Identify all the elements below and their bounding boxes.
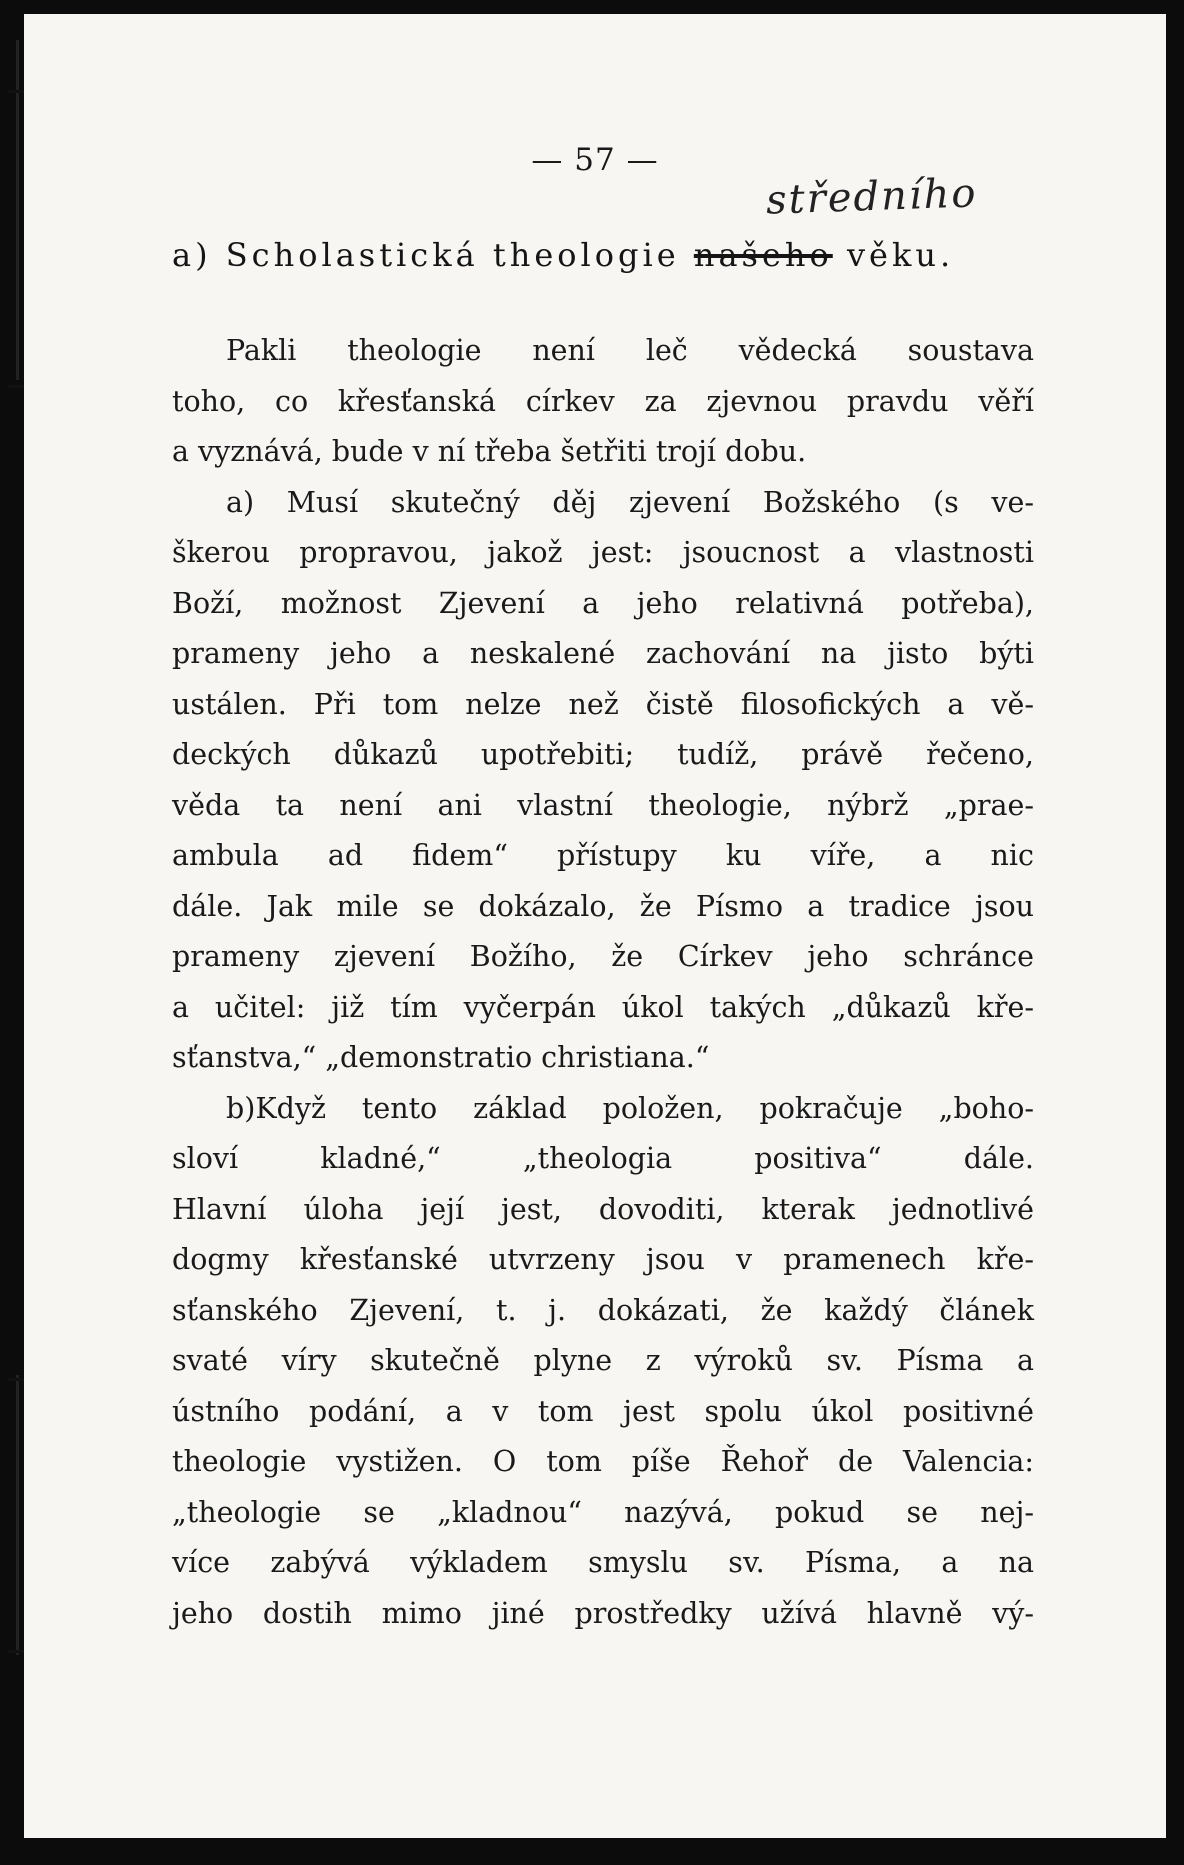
text-line: toho, co křesťanská církev za zjevnou pravdu věří (172, 384, 1034, 418)
text-line: Hlavní úloha její jest, dovoditi, kterak jednotlivé (172, 1192, 1034, 1226)
text-line: jeho dostih mimo jiné prostředky užívá hlavně vý- (172, 1596, 1034, 1630)
page-number: — 57 — (531, 142, 659, 178)
handwritten-note: středního (765, 170, 979, 224)
heading-struck-word: našeho (693, 236, 833, 274)
text-line: b)Když tento základ položen, pokračuje „boho- (226, 1091, 1034, 1125)
text-line: „theologie se „kladnou“ nazývá, pokud se nej- (172, 1495, 1034, 1529)
text-line: dále. Jak mile se dokázalo, že Písmo a tradice jsou (172, 889, 1034, 923)
book-page (24, 14, 1166, 1838)
text-line: ustálen. Při tom nelze než čistě filosofických a vě- (172, 687, 1034, 721)
text-line: svaté víry skutečně plyne z výroků sv. Písma a (172, 1344, 1034, 1377)
text-line: dogmy křesťanské utvrzeny jsou v pramenech kře- (172, 1243, 1034, 1276)
text-line: škerou propravou, jakož jest: jsoucnost a vlastnosti (172, 536, 1034, 569)
binding-line-bottom (16, 1375, 19, 1655)
text-line: sťanstva,“ „demonstratio christiana.“ (172, 1041, 710, 1074)
text-line: sloví kladné,“ „theologia positiva“ dále. (172, 1142, 1034, 1175)
text-line: Pakli theologie není leč vědecká soustava (226, 334, 1034, 367)
text-line: ambula ad fidem“ přístupy ku víře, a nic (172, 839, 1034, 872)
body-text (172, 326, 1034, 1639)
section-heading (172, 236, 1032, 274)
text-line: a učitel: již tím vyčerpán úkol takých „důkazů kře- (172, 990, 1034, 1024)
heading-prefix: a) Scholastická theologie (172, 236, 694, 274)
text-line: sťanského Zjevení, t. j. dokázati, že každý článek (172, 1293, 1034, 1327)
heading-suffix: věku. (832, 236, 955, 274)
text-line: ústního podání, a v tom jest spolu úkol positivné (172, 1394, 1034, 1428)
text-line: prameny jeho a neskalené zachování na jisto býti (172, 637, 1034, 670)
text-line: více zabývá výkladem smyslu sv. Písma, a na (172, 1546, 1034, 1579)
text-line: prameny zjevení Božího, že Církev jeho schránce (172, 940, 1034, 973)
text-line: deckých důkazů upotřebiti; tudíž, právě řečeno, (172, 738, 1034, 771)
text-line: theologie vystižen. O tom píše Řehoř de Valencia: (172, 1445, 1034, 1478)
text-line: a) Musí skutečný děj zjevení Božského (s ve- (226, 485, 1034, 519)
text-line: věda ta není ani vlastní theologie, nýbrž „prae- (172, 788, 1034, 822)
text-line: Boží, možnost Zjevení a jeho relativná potřeba), (172, 586, 1034, 620)
binding-edge (0, 0, 24, 1865)
text-line: a vyznává, bude v ní třeba šetřiti trojí dobu. (172, 435, 807, 468)
